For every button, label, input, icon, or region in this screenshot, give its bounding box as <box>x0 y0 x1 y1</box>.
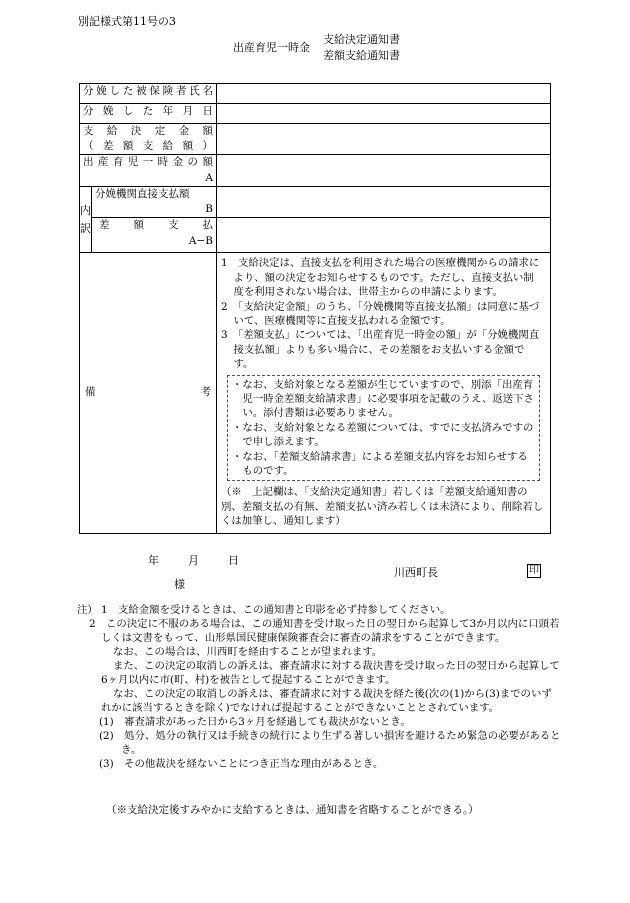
title-decision-notice: 支給決定通知書 <box>323 33 400 46</box>
note-sub-item: (3) その他裁決を経ないことにつき正当な理由があるとき。 <box>99 758 384 770</box>
title-difference-notice: 差額支給通知書 <box>323 49 400 62</box>
form-number: 別記様式第11号の3 <box>78 15 176 28</box>
notice-table <box>79 83 551 534</box>
label-remarks-char2: 考 <box>200 386 211 399</box>
label-decision-amount-line1: 支給決定金額 <box>83 125 213 137</box>
label-insured-name: 分娩した被保険者氏名 <box>80 84 217 104</box>
remarks-dashed-box <box>227 375 540 482</box>
label-difference-payment-code: A−B <box>188 234 213 247</box>
issuer-mayor: 川西町長 <box>394 566 438 579</box>
value-decision-amount <box>217 124 551 155</box>
notes-section <box>77 603 561 771</box>
recipient-honorific: 様 <box>174 578 185 591</box>
label-direct-payment-code: B <box>205 203 213 216</box>
note-paragraph: また、この決定の取消しの訴えは、審査請求に対する裁決書を受け取った日の翌日から起算して6ヶ月以内に市(町、村)を被告として提起することができます。 <box>101 660 560 686</box>
row-difference-payment <box>80 218 551 253</box>
label-direct-payment <box>92 186 217 217</box>
note-1-text: 1 支給金額を受けるときは、この通知書と印影を必ず持参してください。 <box>101 604 451 616</box>
label-difference-payment-text: 差額支払 <box>99 219 213 232</box>
note-2: 2 この決定に不服のある場合は、この通知書を受け取った日の翌日から起算して3か月以内に口頭若しくは文書をもって、山形県国民健康保険審査会に審査の請求をすることができます。 <box>89 618 560 644</box>
label-breakdown <box>80 186 92 252</box>
row-lump-sum <box>80 155 551 186</box>
month-label: 月 <box>188 554 199 567</box>
footer-note: （※支給決定後すみやかに支給するときは、通知書を省略することができる。） <box>106 804 479 816</box>
document-title-variants <box>323 32 400 64</box>
value-direct-payment <box>217 186 551 217</box>
label-breakdown-char2: 訳 <box>80 221 91 235</box>
label-breakdown-char1: 内 <box>80 203 91 217</box>
note-sub-item: (2) 処分、処分の執行又は手続きの続行により生ずる著しい損害を避けるため緊急の必要があるとき。 <box>99 730 561 756</box>
label-lump-sum <box>80 155 217 186</box>
row-insured-name <box>80 84 551 104</box>
day-label: 日 <box>228 554 239 567</box>
year-label: 年 <box>148 554 159 567</box>
box-item: ・なお、「差額支給請求書」による差額支払内容をお知らせするものです。 <box>232 450 528 477</box>
remarks-content <box>217 253 551 533</box>
row-direct-payment <box>80 186 551 217</box>
value-delivery-date <box>217 104 551 124</box>
row-remarks <box>80 253 551 533</box>
notes-heading: 注） <box>77 604 98 616</box>
row-decision-amount <box>80 124 551 155</box>
label-decision-amount-line2: （差額支給額） <box>83 140 213 153</box>
label-direct-payment-text: 分娩機関直接支払額 <box>95 187 190 200</box>
remarks-note: （※ 上記欄は、「支給決定通知書」若しくは「差額支給通知書の別、差額支払の有無、差額支払い済み若しくは未済により、削除若しくは加筆し、通知します） <box>221 486 544 528</box>
value-lump-sum <box>217 155 551 186</box>
label-decision-amount <box>80 124 217 155</box>
note-paragraph: なお、この決定の取消しの訴えは、審査請求に対する裁決を経た後(次の(1)から(3)までのいずれかに該当するときを除く)でなければ提起することができないこととされています。 <box>101 688 552 714</box>
row-delivery-date <box>80 104 551 124</box>
value-insured-name <box>217 84 551 104</box>
value-difference-payment <box>217 218 551 253</box>
label-remarks <box>80 253 217 533</box>
remark-item: 3 「差額支払」については、「出産育児一時金の額」が「分娩機関直接支払額」よりも多い場合に、その差額をお支払いする金額です。 <box>221 329 540 371</box>
box-item: ・なお、支給対象となる差額が生じていますので、別添「出産育児一時金差額支給請求書」に必要事項を記載のうえ、返送下さい。添付書類は必要ありません。 <box>232 378 534 420</box>
label-delivery-date: 分娩した年月日 <box>80 104 217 124</box>
box-item: ・なお、支給対象となる差額については、すでに支払済みですので申し添えます。 <box>232 421 534 449</box>
note-sub-item: (1) 審査請求があった日から3ヶ月を経過しても裁決がないとき。 <box>99 716 411 728</box>
remark-item: 2 「支給決定金額」のうち、「分娩機関等直接支払額」は同意に基づいて、医療機関等に直接支払われる金額です。 <box>221 300 540 327</box>
label-remarks-char1: 備 <box>85 386 96 399</box>
label-difference-payment <box>92 218 217 253</box>
note-1 <box>77 603 561 617</box>
label-lump-sum-code: A <box>205 171 213 184</box>
label-lump-sum-text: 出産育児一時金の額 <box>83 156 213 169</box>
remark-item: 1 支給決定は、直接支払を利用された場合の医療機関からの請求により、額の決定をお知らせするものです。ただし、直接支払い制度を利用されない場合は、世帯主からの申請によります。 <box>221 257 540 299</box>
seal-stamp: 印 <box>529 565 539 576</box>
note-paragraph: なお、この場合は、川西町を経由することが望まれます。 <box>113 646 383 658</box>
document-title-main: 出産育児一時金 <box>233 41 310 54</box>
date-line <box>148 553 239 569</box>
